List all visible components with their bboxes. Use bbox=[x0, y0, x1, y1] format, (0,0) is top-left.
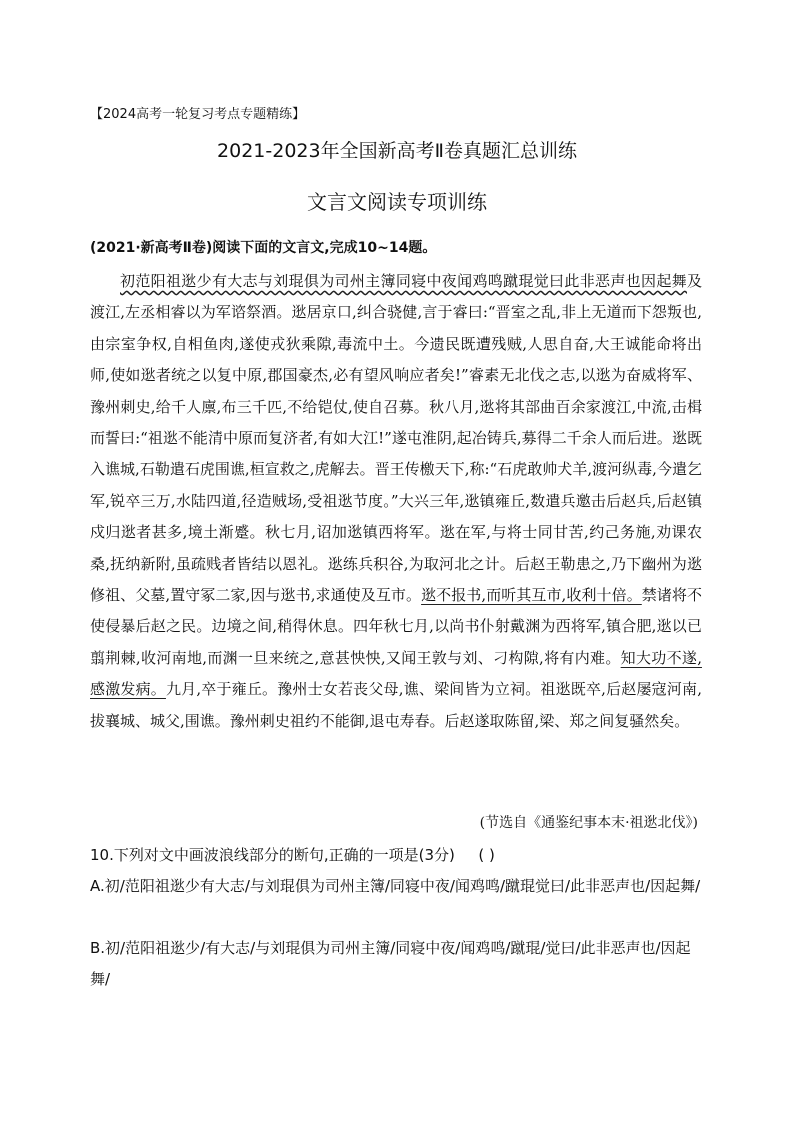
document-subtitle: 文言文阅读专项训练 bbox=[307, 190, 487, 214]
option-a: A.初/范阳祖逖少有大志/与刘琨俱为司州主簿/同寝中夜/闻鸡鸣/蹴琨觉曰/此非恶声也/因起舞/ bbox=[90, 877, 701, 895]
classical-passage bbox=[90, 266, 702, 737]
question-intro: (2021·新高考Ⅱ卷)阅读下面的文言文,完成10~14题。 bbox=[90, 240, 437, 256]
option-b: B.初/范阳祖逖少/有大志/与刘琨俱为司州主簿/同寝中夜/闻鸡鸣/蹴琨/觉曰/此非恶声也/因起舞/ bbox=[90, 939, 691, 988]
passage-paragraph bbox=[90, 266, 702, 737]
document-title: 2021-2023年全国新高考Ⅱ卷真题汇总训练 bbox=[217, 140, 577, 162]
underlined-sentence-1: 逖不报书,而听其互市,收利十倍。 bbox=[421, 586, 642, 605]
question-10-stem bbox=[90, 840, 710, 871]
question-10-text: 10.下列对文中画波浪线部分的断句,正确的一项是(3分) bbox=[90, 846, 455, 864]
underlined-sentence-2: 知大功不遂,感激发病。 bbox=[90, 648, 702, 699]
passage-source: (节选自《通鉴纪事本末·祖逖北伐》) bbox=[479, 815, 698, 831]
answer-blank: ( ) bbox=[478, 846, 495, 864]
passage-text-1: 及渡江,左丞相睿以为军谘祭酒。逖居京口,纠合骁健,言于睿曰:“晋室之乱,非上无道而下怨叛也,由宗室争权,自相鱼肉,遂使戎狄乘隙,毒流中土。今遗民既遭残贼,人思自奋,大王诚能命将出师,使如逖者统之以复中原,郡国豪杰,必有望风响应者矣!”睿素无北伐之志,以逖为奋威将军、豫州刺史,给千人廪,布三千匹,不给铠仗,使自召募。秋八月,逖将其部曲百余家渡江,中流,击楫而誓曰:“祖逖不能清中原而复济者,有如大江!”遂屯淮阴,起冶铸兵,募得二千余人而后进。逖既入谯城,石勒遣石虎围谯,桓宣救之,虎解去。晋王传檄天下,称:“石虎敢帅犬羊,渡河纵毒,今遣乞军,锐卒三万,水陆四道,径造贼场,受祖逖节度。”大兴三年,逖镇雍丘,数遣兵邀击后赵兵,后赵镇戍归逖者甚多,境土渐蹙。秋七月,诏加逖镇西将军。逖在军,与将士同甘苦,约己务施,劝课农桑,抚纳新附,虽疏贱者皆结以恩礼。逖练兵积谷,为取河北之计。后赵王勒患之,乃下幽州为逖修祖、父墓,置守冢二家,因与逖书,求通使及互市。 bbox=[90, 272, 702, 605]
passage-text-2: 禁诸将不使侵暴后赵之民。边境之间,稍得休息。四年秋七月,以尚书仆射戴渊为西将军,镇合肥,逖以已翦荆棘,收河南地,而渊一旦来统之,意甚怏怏,又闻王敦与刘、刁构隙,将有内难。 bbox=[90, 586, 702, 667]
passage-text-3: 九月,卒于雍丘。豫州士女若丧父母,谯、梁间皆为立祠。祖逖既卒,后赵屡寇河南,拔襄城、城父,围谯。豫州刺史祖约不能御,退屯寿春。后赵遂取陈留,梁、郑之间复骚然矣。 bbox=[90, 680, 702, 730]
wavy-underlined-segment: 初范阳祖逖少有大志与刘琨俱为司州主簿同寝中夜闻鸡鸣蹴琨觉曰此非恶声也因起舞 bbox=[120, 272, 687, 290]
exam-tag: 【2024高考一轮复习考点专题精练】 bbox=[90, 107, 306, 122]
